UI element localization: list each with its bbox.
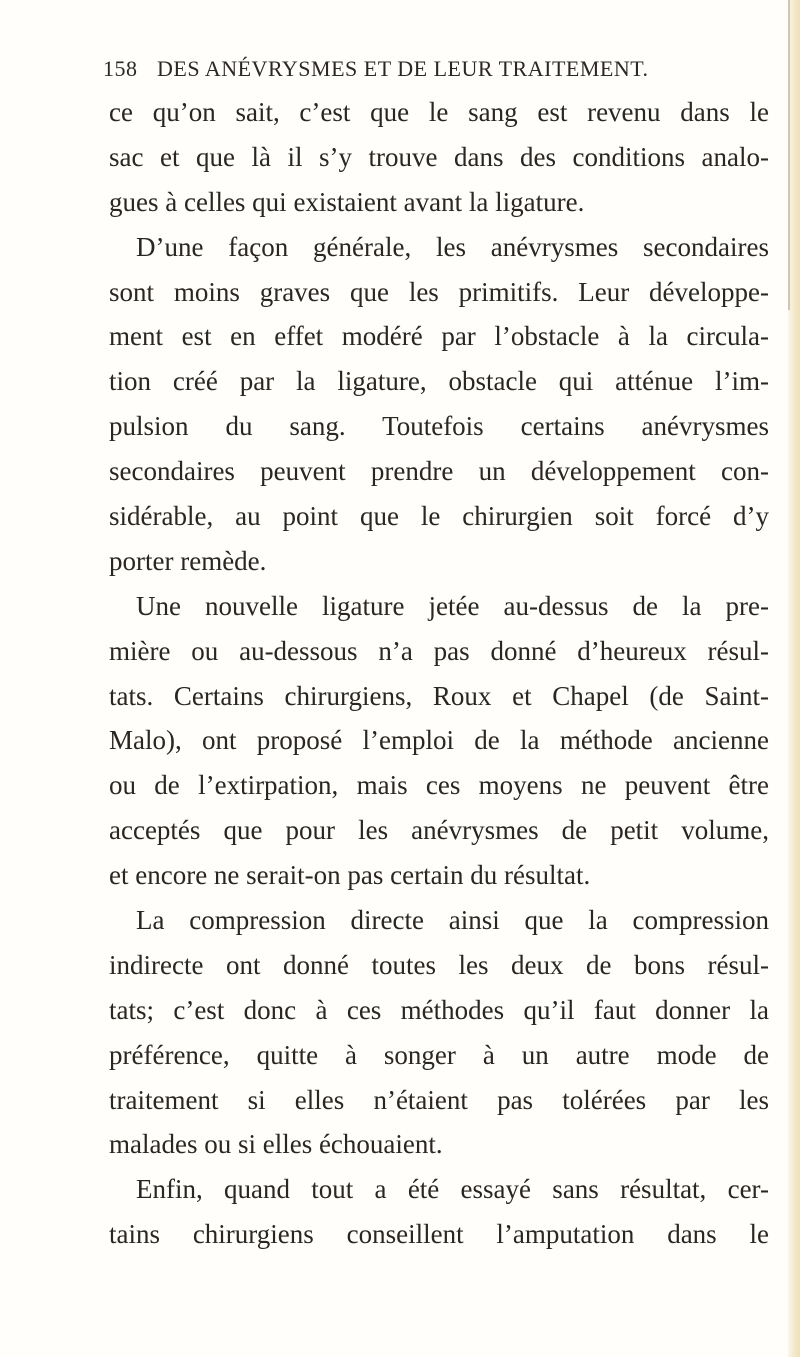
text-line: Malo), ont proposé l’emploi de la méthode ancienne [109,725,769,756]
text-line: acceptés que pour les anévrysmes de petit volume, [109,815,769,846]
text-line: mière ou au-dessous n’a pas donné d’heureux résul- [109,635,769,666]
body-text [109,90,769,1257]
text-line: gues à celles qui existaient avant la ligature. [109,186,585,217]
text-line: tats. Certains chirurgiens, Roux et Chapel (de Saint- [109,680,769,711]
text-line: secondaires peuvent prendre un développement con- [109,456,769,487]
text-line: indirecte ont donné toutes les deux de bons résul- [109,949,769,980]
text-line: traitement si elles n’étaient pas tolérées par les [109,1084,769,1115]
text-line: La compression directe ainsi que la compression [136,905,769,936]
text-line: ment est en effet modéré par l’obstacle à la circula- [109,321,769,352]
page-number: 158 [103,56,138,81]
text-line: sont moins graves que les primitifs. Leur développe- [109,276,769,307]
text-line: D’une façon générale, les anévrysmes secondaires [136,231,769,262]
text-line: tion créé par la ligature, obstacle qui atténue l’im- [109,366,769,397]
text-line: malades ou si elles échouaient. [109,1129,443,1160]
text-line: pulsion du sang. Toutefois certains anévrysmes [109,411,769,442]
text-line: sidérable, au point que le chirurgien soit forcé d’y [109,501,769,532]
text-line: Une nouvelle ligature jetée au-dessus de la pre- [136,590,769,621]
text-line: Enfin, quand tout a été essayé sans résultat, cer- [136,1174,769,1205]
text-line: tains chirurgiens conseillent l’amputation dans le [109,1219,769,1250]
text-line: sac et que là il s’y trouve dans des conditions analo- [109,141,769,172]
text-line: tats; c’est donc à ces méthodes qu’il faut donner la [109,994,769,1025]
running-title: DES ANÉVRYSMES ET DE LEUR TRAITEMENT. [157,56,649,81]
text-line: ou de l’extirpation, mais ces moyens ne peuvent être [109,770,769,801]
text-line: et encore ne serait-on pas certain du résultat. [109,860,591,891]
text-line: ce qu’on sait, c’est que le sang est revenu dans le [109,97,769,127]
text-line: préférence, quitte à songer à un autre mode de [109,1039,769,1070]
page-edge-shadow [788,0,790,310]
running-header [103,56,683,86]
text-line: porter remède. [109,545,267,576]
